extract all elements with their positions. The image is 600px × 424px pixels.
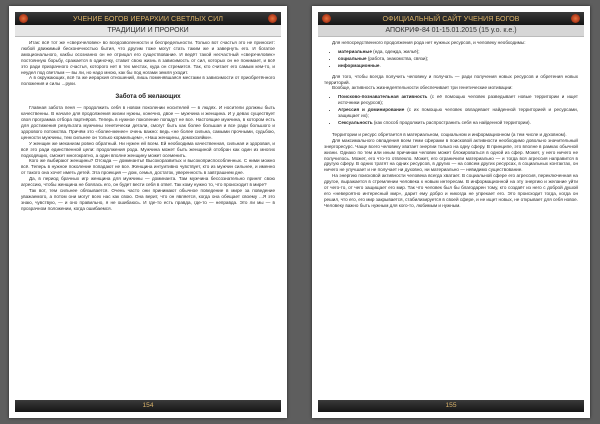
paragraph: Для того, чтобы всегда получить человеку и получать — ради получения новых ресурсов и обретения новых территорий.: [324, 73, 578, 85]
paragraph: А в окружающих, всё та же иерархия отношений, лишь поменявшаяся местами в зависимости от приобретённого положения и силы ...руки.: [21, 75, 275, 87]
list-term: Поисково-познавательная активность: [338, 94, 428, 100]
ornament-icon: [322, 14, 331, 23]
page-number: 155: [318, 400, 584, 412]
paragraph: Да, в период брачных игр женщина для мужчины — доминанта. Там мужчина бессознательно принят свою агрессию, чтобы женщина не боялась его, он будет вести себя в ответ. Так кому нужно то, что происходит в мире?: [21, 176, 275, 188]
ornament-icon: [19, 14, 28, 23]
list-item: [338, 107, 578, 119]
resource-list: [324, 49, 578, 69]
right-page-content: [324, 40, 578, 392]
list-term: Агрессия и доминирование: [338, 107, 405, 113]
paragraph: Территории и ресурс обретается в материальном, социальном и информационном (а тем числе и духовном).: [332, 131, 567, 137]
paragraph: Так вот, тем сильнее обязывается. Очень часто они принимают обычное поведение в мире за поведение уважаемого, а потом они могут всех нас как свою. Она верит, что он является, когда она обещает своему ...Я это знаю, чувствую, — и оно правильно, я не ошибаюсь. И где-то есть правда, где-то — неправда. Это ли мы — в прозрачном положении, когда ошибаемся.: [21, 187, 275, 211]
paragraph: Кого же выбирают женщины? Отсюда — доминанты! Высокоразвитых и высокоприспособленных. С ними можно всё. Теперь в нужное поколение попадают не все. Женщина интуитивно чувствует, кто из мужчин сильнее, и именно от такого она хочет иметь детей. Эта проекция — дом, семья, достаток, уверенность в завтрашнем дне.: [21, 158, 275, 176]
right-banner-title: ОФИЦИАЛЬНЫЙ САЙТ УЧЕНИЯ БОГОВ: [382, 14, 520, 23]
list-desc: (еда, одежда, жильё);: [373, 48, 420, 54]
list-item: [338, 120, 578, 126]
left-banner-title: УЧЕНИЕ БОГОВ ИЕРАРХИИ СВЕТЛЫХ СИЛ: [72, 14, 223, 23]
left-page-content: [21, 40, 275, 392]
page-number: 154: [15, 400, 281, 412]
paragraph: Главная забота пеня — продолжить себя в новом поколении носителей — в людях. И носители должны быть качественны. В начале для продолжения жизни нужны, конечно, двое — мужчина и женщина. И у девах существует своя программа отбора партнёров. Теперь в нужное поколение попадут не все. Настоящие мужчина, в котором есть для достижения результата мужчины генетически детали, смогут быть как более большая и все ради большого и здорового потомства. Причём это «более-менее» очень важно: ведь «не более сильна, самыми прочными, судьбою, ценности мужчины, тем сильнее он только кормильцем», «Наш женщины, домохозяйки».: [21, 105, 275, 140]
list-desc: .: [379, 62, 381, 68]
paragraph: Итак: всё тот же «сверхчеловек» во вседозволенности и беспредельности. Только вот счастья это не приносит: любой движимый бесконечностью бытия, что другим тоже могут стать таким же и завернуть его. И богатое амоционального, какбы осознанно он не отрицал его существование. И ведёт такой несчастный «сверхчеловек» постоянную борьбу, сражается в одиночку, ставит свою жизнь в зависимость от сил, которых он не понимает, и всё это ради призрачного счастья, которого нет в тех местах, куда он стремится. Так, кто считает его самым кем-то, и неудел под светлым — вы ли, но надо мною, как бы под ногами земля уходит.: [21, 40, 275, 75]
list-desc: (как способ продолжить распространить себя на найденной территории).: [373, 119, 531, 125]
list-item: [338, 63, 578, 69]
paragraph: У женщин же механизм ровно обратный. Ни нужен ей всем. Ей необходима качественная, сильная и здоровая, и всё это ради единственной цели: продолжения рода. Мужчина может быть женщиной отобран как один из многих подходящих, сможет многократно, а один вполне женщину может осеменить.: [21, 140, 275, 158]
paragraph: Вообще, активность жизнедеятельности обеспечивает три генетические мотивации:: [332, 85, 513, 91]
left-page: [9, 6, 287, 418]
paragraph: Для непосредственного продолжения рода нет нужных ресурсов, и человеку необходимы:: [332, 40, 526, 45]
right-page-section-title: АПОКРИФ-84 01-15.01.2015 (15 у.о. к.е.): [318, 25, 584, 37]
motivation-list: [324, 94, 578, 126]
list-term: Сексуальность: [338, 119, 373, 125]
paragraph: На энергию поисковой активности человека всегда хватает. В социальной сфере его агрессия, переключенная на другое, выражается в стремлении человека к новым интересам. В информационной на эту энергию и желание уйти от чего-то, от чего защищает его мир. Так что человек был бы благодарен тому, кто создаёт из него с доброй душой его «невероятно интересный мир», дарит ему добро и никогда не упрекает его. Это происходит тогда, когда он решил, что его, его мир закрывается, стабилизируется в своей сфере, и не ищет новых, не открывает для себя новое. Человеку важно быть нужным для кого-то, любимым и нужным.: [324, 173, 578, 208]
list-item: [338, 94, 578, 106]
paragraph: Для максимального овладения всем теми сферами в поисковой активности необходимо довольно значительный энергоресурс. Чаще всего человеку хватает энергии только на одну сферу. В принципе, это вполне в рамках обычной жизни. Однако по тем или иным причинам человек может блокироваться в одной из сфер. Может, у него ничего не получилось. Может, его что-то отвлекло. Может, его ограничили материально — и тогда вся агрессия направится в другую сферу. В одних тратят на одних ресурсов, в других — на совсем других ресурсах, в социальных контактах, он ничего не улучшает и не получает ни духовно, ни материально — невидимо существование.: [324, 137, 578, 173]
right-page: [312, 6, 590, 418]
list-desc: (с их помощью человек овладевает найденной территорией и ресурсами, защищает их);: [338, 107, 578, 119]
list-item: [338, 49, 578, 55]
left-page-banner: [15, 12, 281, 25]
ornament-icon: [571, 14, 580, 23]
list-item: [338, 56, 578, 62]
right-page-banner: [318, 12, 584, 25]
list-desc: (работа, знакомства, связи);: [367, 55, 429, 61]
list-desc: (с её помощью человек разведывает новые территории и ищет источники ресурсов);: [338, 94, 578, 106]
ornament-icon: [268, 14, 277, 23]
list-term: информационные: [338, 62, 380, 68]
left-page-section-title: ТРАДИЦИИ И ПРОРОКИ: [15, 25, 281, 37]
list-term: социальные: [338, 55, 367, 61]
section-heading: Забота об желающих: [115, 93, 181, 101]
list-term: материальные: [338, 48, 372, 54]
